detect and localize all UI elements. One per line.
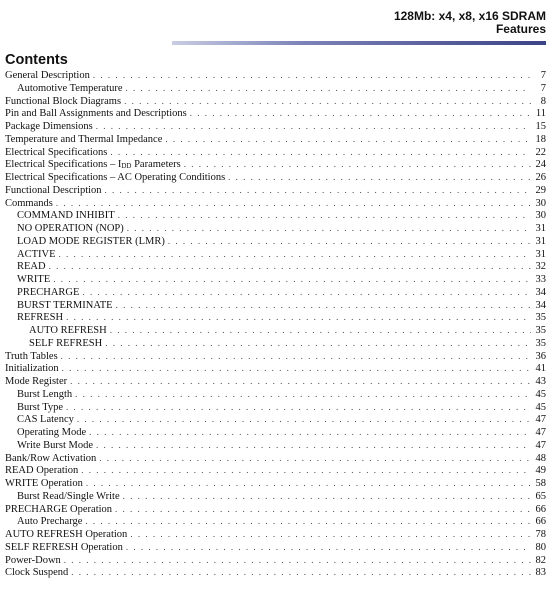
toc-entry-page-number: 48 — [535, 452, 546, 464]
toc-entry[interactable] — [5, 375, 546, 388]
toc-entry-title: ACTIVE — [17, 248, 56, 260]
dot-leader — [49, 260, 531, 273]
dot-leader — [127, 222, 531, 235]
toc-entry[interactable] — [5, 503, 546, 516]
toc-entry-page-number: 34 — [535, 299, 546, 311]
toc-entry-page-number: 47 — [535, 414, 546, 426]
dot-leader — [70, 375, 531, 388]
toc-entry-page-number: 22 — [535, 146, 546, 158]
toc-entry-title: COMMAND INHIBIT — [17, 210, 115, 222]
toc-entry[interactable] — [5, 69, 546, 82]
toc-entry-page-number: 45 — [535, 388, 546, 400]
toc-entry-title: Write Burst Mode — [17, 439, 93, 451]
dot-leader — [228, 171, 531, 184]
toc-entry[interactable] — [5, 337, 546, 350]
toc-entry-title: SELF REFRESH Operation — [5, 541, 123, 553]
toc-entry[interactable] — [5, 324, 546, 337]
dot-leader — [66, 401, 531, 414]
toc-entry-page-number: 45 — [535, 401, 546, 413]
toc-entry-title: NO OPERATION (NOP) — [17, 223, 124, 234]
toc-entry-page-number: 36 — [535, 350, 546, 362]
dot-leader — [105, 337, 531, 350]
toc-entry[interactable] — [5, 311, 546, 324]
toc-entry[interactable] — [5, 388, 546, 401]
toc-entry-page-number: 31 — [535, 223, 546, 234]
dot-leader — [66, 311, 531, 324]
toc-entry[interactable] — [5, 401, 546, 414]
dot-leader — [190, 107, 531, 120]
dot-leader — [130, 528, 531, 541]
toc-entry-title: Pin and Ball Assignments and Descriptions — [5, 108, 187, 120]
toc-entry-page-number: 47 — [535, 427, 546, 438]
dot-leader — [105, 184, 531, 197]
toc-entry-page-number: 31 — [535, 248, 546, 260]
toc-entry[interactable] — [5, 82, 546, 95]
toc-entry-title: Truth Tables — [5, 350, 58, 362]
toc-entry-title: Burst Length — [17, 388, 73, 400]
toc-entry[interactable] — [5, 120, 546, 133]
dot-leader — [64, 554, 531, 567]
toc-entry-page-number: 58 — [535, 478, 546, 489]
toc-entry-title: READ Operation — [5, 465, 79, 477]
toc-entry-title: CAS Latency — [17, 414, 74, 426]
header-rule — [172, 41, 546, 45]
toc-entry-title: Electrical Specifications — [5, 146, 108, 158]
toc-entry-page-number: 7 — [540, 70, 546, 81]
toc-entry[interactable] — [5, 248, 546, 261]
toc-entry-page-number: 34 — [535, 286, 546, 298]
toc-entry-title-text: Electrical Specifications – I — [5, 159, 122, 171]
toc-entry-title: WRITE Operation — [5, 478, 83, 489]
section-label: Features — [495, 22, 546, 36]
dot-leader — [126, 541, 531, 554]
toc-entry-page-number: 78 — [535, 529, 546, 540]
toc-entry[interactable] — [5, 528, 546, 541]
toc-entry-page-number: 83 — [535, 567, 546, 579]
toc-entry-page-number: 11 — [535, 108, 546, 120]
toc-entry-title: Temperature and Thermal Impedance — [5, 133, 163, 145]
toc-entry-title: Package Dimensions — [5, 121, 93, 132]
toc-entry[interactable] — [5, 133, 546, 146]
toc-entry-page-number: 82 — [535, 554, 546, 566]
toc-entry-title: Functional Block Diagrams — [5, 95, 122, 107]
toc-entry-page-number: 49 — [535, 465, 546, 477]
toc-entry-title: BURST TERMINATE — [17, 299, 113, 311]
running-header — [394, 10, 546, 36]
toc-entry-page-number: 47 — [535, 439, 546, 451]
toc-entry-page-number: 18 — [535, 133, 546, 145]
toc-entry[interactable] — [5, 541, 546, 554]
toc-entry[interactable] — [5, 222, 546, 235]
toc-entry-title: Commands — [5, 197, 53, 209]
dot-leader — [82, 286, 531, 299]
dot-leader — [165, 133, 531, 146]
dot-leader — [184, 158, 531, 171]
toc-entry[interactable] — [5, 413, 546, 426]
dot-leader — [99, 452, 531, 465]
dot-leader — [61, 350, 531, 363]
dot-leader — [93, 69, 531, 82]
toc-entry[interactable] — [5, 286, 546, 299]
toc-entry[interactable] — [5, 362, 546, 375]
dot-leader — [110, 146, 531, 159]
toc-entry[interactable] — [5, 146, 546, 159]
toc-entry[interactable] — [5, 554, 546, 567]
toc-entry-title: Automotive Temperature — [17, 82, 123, 94]
dot-leader — [168, 235, 531, 248]
toc-entry-title: Operating Mode — [17, 427, 87, 438]
toc-entry[interactable] — [5, 158, 546, 171]
table-of-contents — [5, 69, 546, 579]
toc-entry[interactable] — [5, 452, 546, 465]
toc-entry-title: Functional Description — [5, 184, 102, 196]
dot-leader — [123, 490, 531, 503]
dot-leader — [77, 413, 531, 426]
toc-entry[interactable] — [5, 566, 546, 579]
toc-entry[interactable] — [5, 490, 546, 503]
dot-leader — [118, 209, 531, 222]
toc-entry-title: PRECHARGE — [17, 286, 80, 298]
dot-leader — [115, 503, 531, 516]
toc-entry-page-number: 29 — [535, 184, 546, 196]
toc-entry[interactable] — [5, 197, 546, 210]
dot-leader — [81, 464, 531, 477]
dot-leader — [126, 82, 532, 95]
toc-entry[interactable] — [5, 171, 546, 184]
toc-entry-title: AUTO REFRESH — [29, 325, 107, 336]
toc-entry-page-number: 32 — [535, 261, 546, 273]
dot-leader — [86, 477, 531, 490]
toc-entry-title: Burst Type — [17, 401, 64, 413]
dot-leader — [89, 426, 531, 439]
dot-leader — [56, 197, 531, 210]
toc-entry-page-number: 7 — [540, 82, 546, 94]
toc-entry-title: SELF REFRESH — [29, 337, 103, 349]
toc-entry-page-number: 35 — [535, 325, 546, 336]
toc-entry[interactable] — [5, 426, 546, 439]
toc-entry-title: PRECHARGE Operation — [5, 503, 113, 515]
toc-entry-page-number: 24 — [535, 159, 546, 171]
dot-leader — [96, 120, 531, 133]
dot-leader — [85, 515, 531, 528]
toc-entry-page-number: 35 — [535, 337, 546, 349]
toc-entry-title: Electrical Specifications – AC Operating Conditions — [5, 172, 226, 183]
toc-entry-title: Bank/Row Activation — [5, 452, 97, 464]
toc-entry-page-number: 35 — [535, 312, 546, 324]
toc-entry[interactable] — [5, 350, 546, 363]
toc-entry-title-subscript: DD — [121, 162, 132, 171]
toc-entry-page-number: 30 — [535, 197, 546, 209]
toc-entry-page-number: 66 — [535, 503, 546, 515]
dot-leader — [59, 248, 532, 261]
toc-entry[interactable] — [5, 260, 546, 273]
toc-entry-title: Initialization — [5, 363, 59, 375]
dot-leader — [71, 566, 531, 579]
toc-entry-title: Power-Down — [5, 554, 61, 566]
toc-entry-title: Auto Precharge — [17, 516, 83, 528]
dot-leader — [62, 362, 531, 375]
toc-entry-page-number: 43 — [535, 376, 546, 387]
toc-entry[interactable] — [5, 273, 546, 286]
toc-entry[interactable] — [5, 107, 546, 120]
toc-entry-title: LOAD MODE REGISTER (LMR) — [17, 235, 165, 247]
toc-entry-page-number: 33 — [535, 274, 546, 285]
toc-entry-page-number: 8 — [540, 95, 546, 107]
toc-entry-title: Mode Register — [5, 376, 68, 387]
toc-entry-title: REFRESH — [17, 312, 64, 324]
toc-entry-page-number: 80 — [535, 541, 546, 553]
toc-entry[interactable] — [5, 477, 546, 490]
toc-entry-title: Burst Read/Single Write — [17, 490, 120, 502]
toc-entry-title: AUTO REFRESH Operation — [5, 529, 128, 540]
toc-entry-page-number: 26 — [535, 172, 546, 183]
toc-entry-page-number: 15 — [535, 121, 546, 132]
toc-entry-title: Clock Suspend — [5, 567, 69, 579]
toc-entry-title-suffix: Parameters — [131, 159, 181, 171]
toc-entry-page-number: 65 — [535, 490, 546, 502]
dot-leader — [124, 95, 531, 108]
toc-entry[interactable] — [5, 515, 546, 528]
toc-entry-title: WRITE — [17, 274, 51, 285]
toc-entry[interactable] — [5, 184, 546, 197]
toc-entry[interactable] — [5, 299, 546, 312]
dot-leader — [75, 388, 531, 401]
toc-entry[interactable] — [5, 209, 546, 222]
contents-heading: Contents — [5, 52, 68, 68]
toc-entry[interactable] — [5, 95, 546, 108]
document-title: 128Mb: x4, x8, x16 SDRAM — [393, 9, 546, 23]
dot-leader — [53, 273, 531, 286]
toc-entry-title — [5, 159, 181, 172]
toc-entry[interactable] — [5, 439, 546, 452]
toc-entry[interactable] — [5, 464, 546, 477]
toc-entry-page-number: 30 — [535, 210, 546, 222]
toc-entry[interactable] — [5, 235, 546, 248]
dot-leader — [96, 439, 531, 452]
dot-leader — [110, 324, 531, 337]
toc-entry-title: READ — [17, 261, 46, 273]
toc-entry-page-number: 41 — [535, 363, 546, 375]
toc-entry-page-number: 66 — [535, 516, 546, 528]
toc-entry-title: General Description — [5, 70, 90, 81]
toc-entry-page-number: 31 — [535, 235, 546, 247]
dot-leader — [116, 299, 531, 312]
